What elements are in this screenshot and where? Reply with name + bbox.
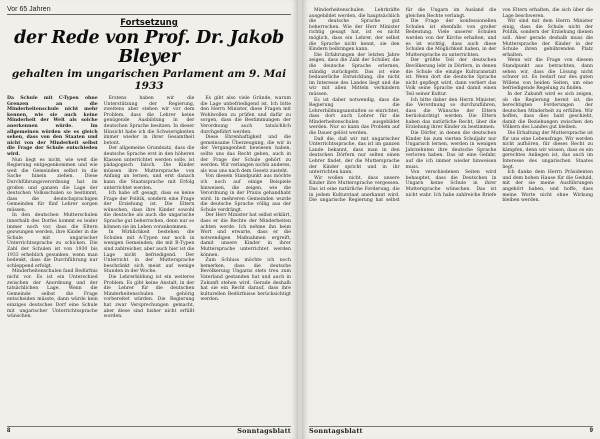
body-paragraph: Der allgemeine Grundsatz, dass die deutsche Sprache erst in den höheren Klassen unterrichtet werden solle, ist pädagogisch falsch. Die Kinder müssen ihre Muttersprache von Anfang an lernen, und erst danach kann die Staatssprache mit Erfolg unterrichtet werden. bbox=[103, 146, 195, 191]
masthead: Sonntagsblatt bbox=[237, 427, 291, 435]
body-paragraph: Ich habe oft gesagt, dass es keine Frage der Politik, sondern eine Frage der Erziehung ist. Die Eltern wünschen, dass ihre Kinder sowohl die deutsche als auch die ungarische Sprache gut beherrschen, denn nur so können sie im Leben vorankommen. bbox=[103, 191, 195, 230]
article-subhead: gehalten im ungarischen Parlament am 9. Mai 1933 bbox=[11, 68, 287, 92]
running-head: Vor 65 Jahren bbox=[7, 6, 291, 15]
left-page bbox=[0, 0, 298, 439]
body-paragraph: Da Schule mit C-Typen ohne Grenzen an die Minderheitenschule nicht mehr kennen, wie sie auch keine Minderheit der Welt als solche anerkennen würde. Im allgemeinen würden sie es gleich sehen, dass von den Staaten und nicht von der Minderheit selbst die Frage der Schule entschieden wird. bbox=[7, 96, 98, 157]
left-footer bbox=[7, 426, 291, 436]
right-page bbox=[302, 0, 600, 439]
body-paragraph: Daß die, daß wir mit ungarischer Unterrichtssprache, das ist im ganzen Lande bekannt, dass man in den deutschen Dörfern nur selten einen Lehrer findet, der die Muttersprache der Kinder spricht und in ihr unterrichten kann. bbox=[309, 136, 400, 176]
body-paragraph: Zum Schluss möchte ich noch bemerken, dass die deutsche Bevölkerung Ungarns stets treu zum Vaterland gestanden hat und auch in Zukunft stehen wird. Gerade deshalb hat sie ein Recht darauf, dass ihre kulturellen Bedürfnisse berücksichtigt werden. bbox=[200, 258, 291, 303]
body-paragraph: Erstens haben wir die Unterstützung der Regierung, zweitens aber stehen wir vor dem Problem, dass die Lehrer keine genügende Ausbildung in der deutschen Sprache besitzen. In dieser Hinsicht habe ich die Schwierigkeiten immer wieder in ihrer Gesamtheit betont. bbox=[103, 96, 195, 146]
body-paragraph: Die Frage der konfessionellen Schulen ist ebenfalls von großer Bedeutung. Viele unserer Schulen werden von der Kirche erhalten, und es ist wichtig, dass auch diese Schulen die Möglichkeit haben, in der Muttersprache zu unterrichten. bbox=[405, 19, 497, 58]
right-body-columns bbox=[309, 8, 593, 420]
body-paragraph: Der Herr Minister hat selbst erklärt, dass er die Rechte der Minderheiten achten werde. Ich nehme ihn beim Wort und erwarte, dass er die notwendigen Maßnahmen ergreift, damit unsere Kinder in ihrer Muttersprache unterrichtet werden können. bbox=[200, 213, 291, 258]
body-paragraph: Von diesem Standpunkt aus möchte ich noch auf einige Beispiele hinweisen, die zeigen, wie die Verordnung in der Praxis gehandhabt wird. In mehreren Gemeinden wurde die deutsche Sprache völlig aus der Schule verdrängt. bbox=[200, 174, 291, 213]
body-paragraph: Wir sind mit dem Herrn Minister einig, dass die Schule nicht der Politik, sondern der Erziehung dienen soll. Aber gerade deshalb muss die Muttersprache der Kinder in der Schule ihren gebührenden Platz erhalten. bbox=[502, 19, 593, 58]
article-headline: der Rede von Prof. Dr. Jakob Bleyer bbox=[14, 28, 284, 67]
body-paragraph: Ich danke dem Herrn Präsidenten und dem hohen Hause für die Geduld, mit der sie meine Ausführungen angehört haben, und hoffe, dass meine Worte nicht ohne Wirkung bleiben werden. bbox=[502, 170, 593, 204]
body-paragraph: Die Erhaltung der Muttersprache ist für uns eine Lebensfrage. Wir werden nicht aufhören, für dieses Recht zu kämpfen, denn wir wissen, dass es ein gerechtes Anliegen ist, das auch im Interesse des ungarischen Staates liegt. bbox=[502, 131, 593, 170]
body-paragraph: Die Dörfer, in denen die deutschen Kinder bis zum vierten Schuljahr nur Ungarisch lernen, werden in wenigen Jahrzehnten ihre deutsche Sprache verloren haben. Das ist eine Gefahr, auf die ich immer wieder hinweisen muss. bbox=[405, 131, 497, 170]
left-body-columns bbox=[7, 96, 291, 439]
body-paragraph: In der Zukunft wird es sich zeigen, ob die Regierung bereit ist, die berechtigten Forderungen der deutschen Minderheit zu erfüllen. Wir hoffen, dass dies bald geschieht, damit die Beziehungen zwischen den Völkern des Landes gut bleiben. bbox=[502, 91, 593, 131]
body-paragraph: Die Erfahrungen der letzten Jahre zeigen, dass die Zahl der Schüler, die die deutsche Sprache erlernen, ständig zurückgeht. Das ist eine bedauerliche Entwicklung, die nicht im Interesse des Landes liegt und die wir mit allen Mitteln verhindern müssen. bbox=[309, 52, 400, 97]
body-paragraph: Es ist daher notwendig, dass die Regierung die Lehrerbildungsanstalten so einrichtet, dass dort auch Lehrer für die Minderheitenschulen ausgebildet werden. Nur so kann das Problem auf die Dauer gelöst werden. bbox=[309, 97, 400, 137]
body-paragraph: Die Lehrerbildung ist ein weiteres Problem. Es gibt keine Anstalt, in der die Lehrer für die deutschen Minderheitenschulen gehörig vorbereitet würden. Die Regierung hat zwar Versprechungen gemacht, aber diese sind bisher nicht erfüllt worden. bbox=[103, 275, 195, 320]
body-paragraph: Nun liegt es nicht, wie weit die Regierung entgegenkommen und wie weit die Gemeinden selbst in die Sache hinein ziehen. Diese Durchführungsverordnung hat im großen und ganzen die Lage der deutschen Volksschulen so bestimmt, dass die deutschsprachigen Gemeinden für fünf Lehrer sorgen müssen. bbox=[7, 157, 98, 213]
kicker: Fortsetzung bbox=[120, 18, 178, 28]
body-paragraph: Minderheitenschulen fand Bedürfnis nicht vor. Es ist ein Unterschied zwischen der Anordnung und der tatsächlichen Lage. Wenn die Gemeinde selbst die Frage entscheiden müsste, dann würde kein einziges deutsches Dorf eine Schule mit ungarischer Unterrichtssprache wünschen. bbox=[7, 269, 98, 320]
page-number: 8 bbox=[7, 428, 11, 434]
body-paragraph: Diese Ehrenhaftigkeit und die gemeinsame Überzeugung, die wir in der Vergangenheit bewiesen haben, sollte uns das Recht geben, auch in der Frage der Schule gehört zu werden. Wir verlangen nichts anderes, als was uns nach dem Gesetz zusteht. bbox=[200, 135, 291, 174]
masthead: Sonntagsblatt bbox=[309, 427, 363, 435]
body-paragraph: In den deutschen Mutterschulen innerhalb des Dorfes kommt es leider immer noch vor, dass die Eltern gezwungen werden, ihre Kinder in die Schule mit ungarischer Unterrichtssprache zu schicken. Die Zahl der Schulen ist von 1930 bis 1933 erheblich gesunken, wenn man bedenkt, dass die Durchführung nur schleppend erfolgt. bbox=[7, 213, 98, 269]
body-paragraph: Minderheitenschulen Lehrkräfte ausgebildet werden, die hauptsächlich die deutsche Sprache gut beherrschen. Wie der Herr Minister richtig gesagt hat, ist es nicht möglich, dass ein Lehrer, der selbst die Sprache nicht kennt, sie den Kindern beibringen kann. bbox=[309, 8, 400, 53]
body-paragraph: Wir wollen nicht, dass unsere Kinder ihre Muttersprache vergessen. Das ist eine natürliche Forderung, die in jedem Kulturstaat anerkannt wird. Die ungarische Regierung hat selbst für die Ungarn im Ausland die gleichen Rechte verlangt. bbox=[309, 8, 497, 204]
right-footer bbox=[309, 426, 593, 436]
body-paragraph: Der größte Teil der deutschen Bevölkerung lebt in Dörfern, in denen die Schule die einzige Kulturanstalt ist. Wenn dort die deutsche Sprache nicht gepflegt wird, dann verliert das Volk seine Sprache und damit einen Teil seiner Kultur. bbox=[405, 58, 497, 97]
body-paragraph: Wenn wir die Frage von diesem Standpunkt aus betrachten, dann sehen wir, dass die Lösung nicht schwer ist. Es bedarf nur des guten Willens von beiden Seiten, um eine befriedigende Regelung zu finden. bbox=[502, 58, 593, 92]
body-paragraph: In Wirklichkeit bestehen die Schulen mit A-Typen nur noch in wenigen Gemeinden; die mit B-Typen sind zahlreicher, aber auch hier ist die Lage nicht befriedigend. Der Unterricht in der Muttersprache beschränkt sich meist auf wenige Stunden in der Woche. bbox=[103, 230, 195, 275]
body-paragraph: Ich bitte daher den Herrn Minister, die Verordnung so durchzuführen, dass die Wünsche der Eltern berücksichtigt werden. Die Eltern haben das natürliche Recht, über die Erziehung ihrer Kinder zu bestimmen. bbox=[405, 97, 497, 131]
body-paragraph: Es gibt also viele Gründe, warum die Lage unbefriedigend ist. Ich bitte den Herrn Minister, diese Fragen mit Wohlwollen zu prüfen und dafür zu sorgen, dass die Bestimmungen der Verordnung auch tatsächlich durchgeführt werden. bbox=[200, 96, 291, 135]
page-number: 9 bbox=[589, 428, 593, 434]
body-paragraph: Von verschiedenen Seiten wird behauptet, dass die Deutschen in Ungarn keine Schule in ihrer Muttersprache wünschen. Das ist nicht wahr. Ich habe zahlreiche Briefe von Eltern erhalten, die sich über die Lage beschweren. bbox=[405, 8, 593, 198]
